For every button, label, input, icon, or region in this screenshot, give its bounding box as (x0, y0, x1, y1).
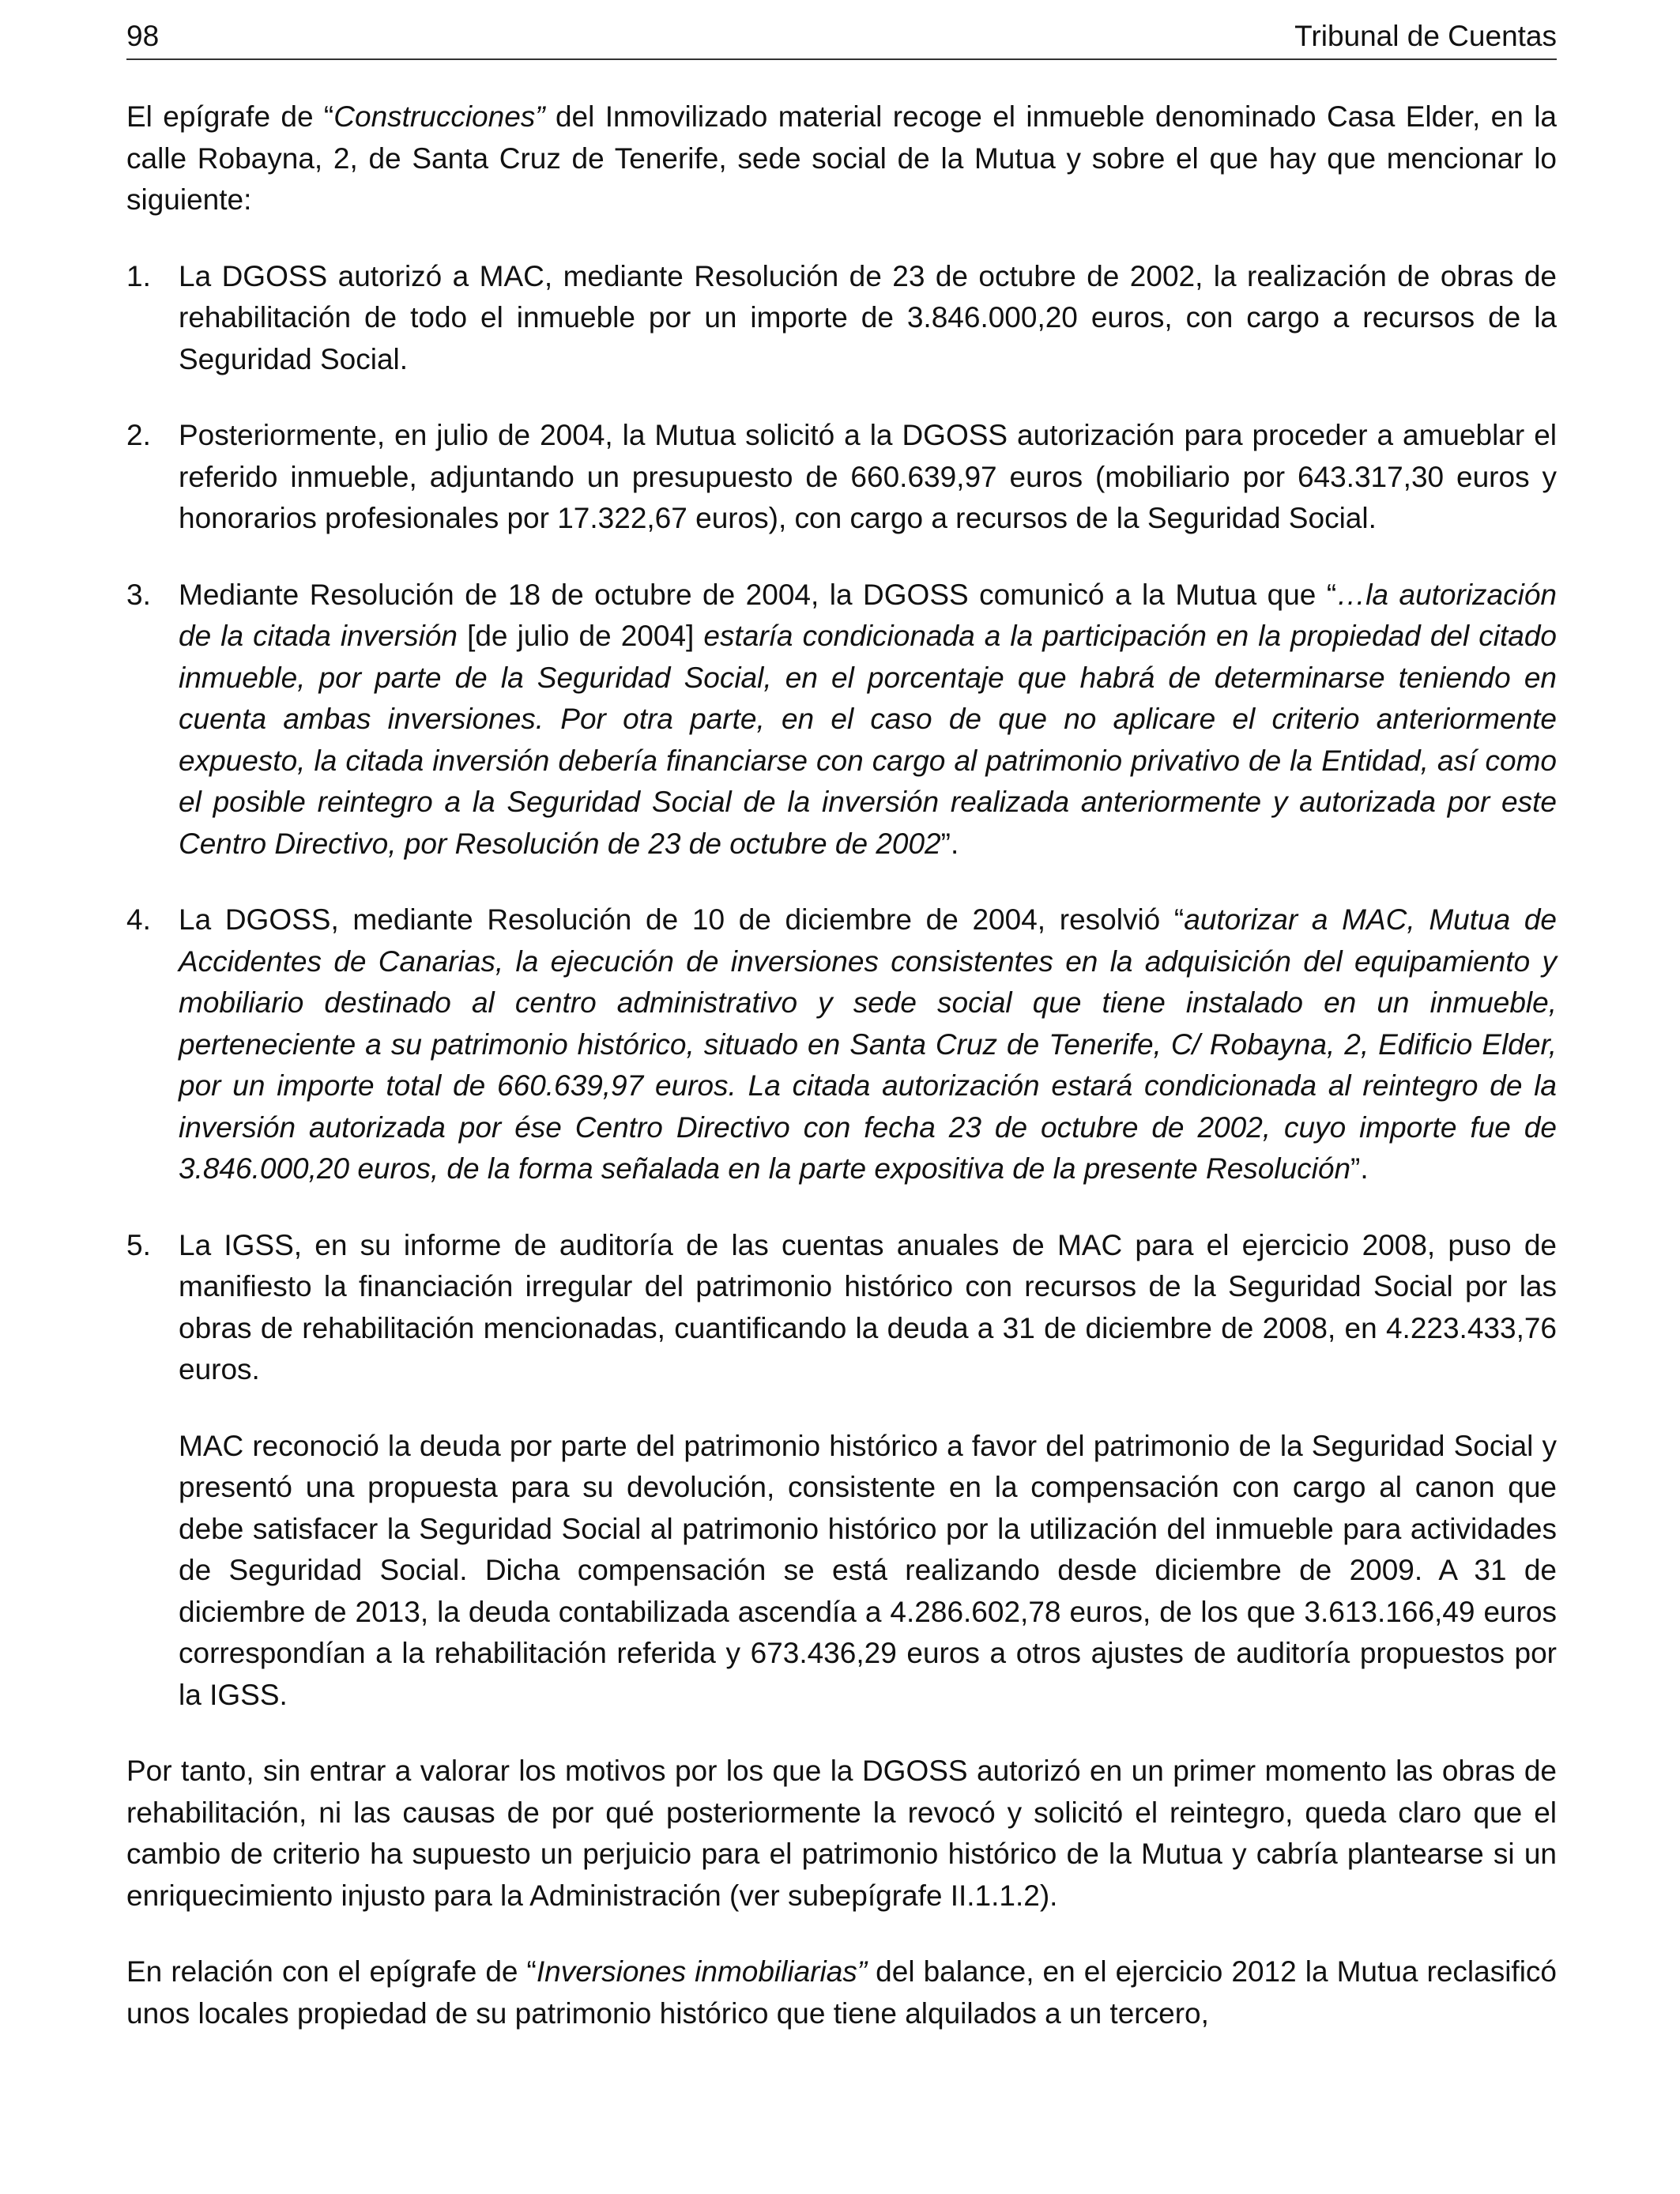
intro-italic: Construcciones” (333, 100, 545, 133)
list-item-text (179, 903, 1557, 1185)
conclusion-paragraph: Por tanto, sin entrar a valorar los motivos por los que la DGOSS autorizó en un primer momento las obras de rehabilitación, ni las causas de por qué posteriormente la revocó y solicitó el reintegro, queda claro que el cambio de criterio ha supuesto un perjuicio para el patrimonio histórico de la Mutua y cabría plantearse si un enriquecimiento injusto para la Administración (ver subepígrafe II.1.1.2). (126, 1755, 1557, 1912)
text-run: Mediante Resolución de 18 de octubre de 2004, la DGOSS comunicó a la Mutua que “ (179, 578, 1337, 611)
list-marker: 1. (126, 259, 151, 292)
page-number: 98 (126, 20, 160, 52)
numbered-list (126, 256, 1557, 1717)
list-item-text: La DGOSS autorizó a MAC, mediante Resolución de 23 de octubre de 2002, la realización de obras de rehabilitación de todo el inmueble por un importe de 3.846.000,20 euros, con cargo a recursos de la Seguridad Social. (179, 259, 1557, 375)
list-item-4 (126, 899, 1557, 1190)
text-run: ”. (1350, 1152, 1369, 1185)
text-run: [de julio de 2004] (458, 620, 704, 652)
quote-italic: …la autorización de la citada inversión (179, 578, 1557, 652)
intro-text-1: El epígrafe de “ (126, 100, 334, 133)
list-item-3 (126, 575, 1557, 865)
quote-italic: estaría condicionada a la participación en la propiedad del citado inmueble, por parte de la Seguridad Social, en el porcentaje que habrá de determinarse teniendo en cuenta ambas inversiones. Por otra parte, en el caso de que no aplicare el criterio anteriormente expuesto, la citada inversión debería financiarse con cargo al patrimonio privativo de la Entidad, así como el posible reintegro a la Seguridad Social de la inversión realizada anteriormente y autorizada por este Centro Directivo, por Resolución de 23 de octubre de 2002 (179, 620, 1557, 860)
body-text (126, 96, 1557, 2069)
list-marker: 5. (126, 1228, 151, 1261)
closing-italic: Inversiones inmobiliarias” (536, 1955, 868, 1988)
list-item-text (179, 579, 1557, 860)
quote-italic: autorizar a MAC, Mutua de Accidentes de Canarias, la ejecución de inversiones consistentes en la adquisición del equipamiento y mobiliario destinado al centro administrativo y sede social que tiene instalado en un inmueble, perteneciente a su patrimonio histórico, situado en Santa Cruz de Tenerife, C/ Robayna, 2, Edificio Elder, por un importe total de 660.639,97 euros. La citada autorización estará condicionada al reintegro de la inversión autorizada por ése Centro Directivo con fecha 23 de octubre de 2002, cuyo importe fue de 3.846.000,20 euros, de la forma señalada en la parte expositiva de la presente Resolución (179, 903, 1557, 1185)
list-item-text: La IGSS, en su informe de auditoría de las cuentas anuales de MAC para el ejercicio 2008, puso de manifiesto la financiación irregular del patrimonio histórico con recursos de la Seguridad Social por las obras de rehabilitación mencionadas, cuantificando la deuda a 31 de diciembre de 2008, en 4.223.433,76 euros. (179, 1228, 1557, 1385)
intro-paragraph (126, 96, 1557, 221)
closing-paragraph (126, 1951, 1557, 2034)
list-item-1 (126, 256, 1557, 381)
closing-text-2: del balance, en el ejercicio 2012 la Mutua reclasificó unos locales propiedad de su patrimonio histórico que tiene alquilados a un tercero, (126, 1955, 1557, 2030)
list-marker: 3. (126, 578, 151, 611)
intro-text-2: del Inmovilizado material recoge el inmueble denominado Casa Elder, en la calle Robayna, 2, de Santa Cruz de Tenerife, sede social de la Mutua y sobre el que hay que mencionar lo siguiente: (126, 100, 1557, 216)
list-item-5 (126, 1225, 1557, 1717)
closing-text-1: En relación con el epígrafe de “ (126, 1955, 537, 1988)
list-marker: 4. (126, 903, 151, 936)
text-run: ”. (940, 827, 959, 860)
text-run: La DGOSS, mediante Resolución de 10 de diciembre de 2004, resolvió “ (179, 903, 1185, 936)
list-item-subparagraph: MAC reconoció la deuda por parte del patrimonio histórico a favor del patrimonio de la Seguridad Social y presentó una propuesta para su devolución, consistente en la compensación con cargo al canon que debe satisfacer la Seguridad Social al patrimonio histórico por la utilización del inmueble para actividades de Seguridad Social. Dicha compensación se está realizando desde diciembre de 2009. A 31 de diciembre de 2013, la deuda contabilizada ascendía a 4.286.602,78 euros, de los que 3.613.166,49 euros correspondían a la rehabilitación referida y 673.436,29 euros a otros ajustes de auditoría propuestos por la IGSS. (179, 1429, 1557, 1711)
publisher-name: Tribunal de Cuentas (1294, 20, 1557, 52)
list-item-text: Posteriormente, en julio de 2004, la Mutua solicitó a la DGOSS autorización para proceder a amueblar el referido inmueble, adjuntando un presupuesto de 660.639,97 euros (mobiliario por 643.317,30 euros y honorarios profesionales por 17.322,67 euros), con cargo a recursos de la Seguridad Social. (179, 419, 1557, 534)
list-item-2 (126, 415, 1557, 540)
page-header (126, 14, 1557, 60)
list-marker: 2. (126, 419, 151, 451)
